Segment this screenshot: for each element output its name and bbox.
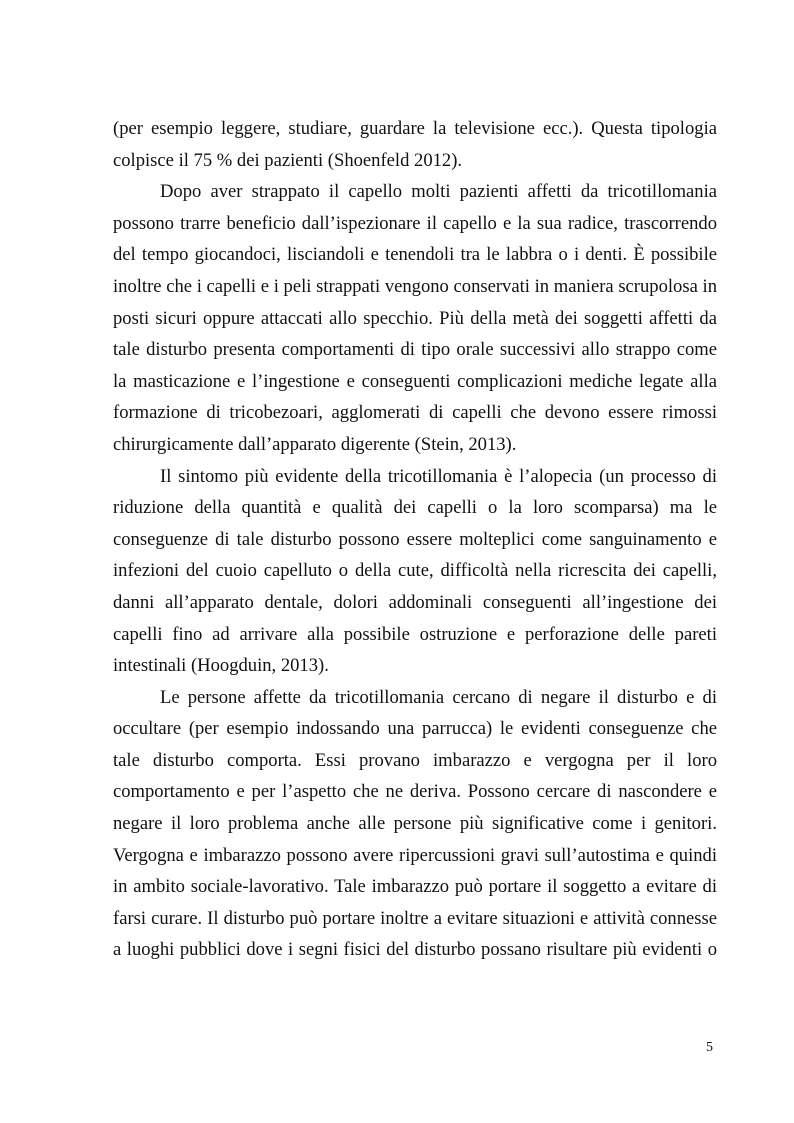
page-number: 5 [706, 1040, 713, 1055]
paragraph-hair-inspection: Dopo aver strappato il capello molti pazienti affetti da tricotillomania possono trarre beneficio dall’ispezionare il capello e la sua radice, trascorrendo del tempo giocandoci, lisciandoli e tenendoli tra le labbra o i denti. È possibile inoltre che i capelli e i peli strappati vengono conservati in maniera scrupolosa in posti sicuri oppure attaccati allo specchio. Più della metà dei soggetti affetti da tale disturbo presenta comportamenti di tipo orale successivi allo strappo come la masticazione e l’ingestione e conseguenti complicazioni mediche legate alla formazione di tricobezoari, agglomerati di capelli che devono essere rimossi chirurgicamente dall’apparato digerente (Stein, 2013). [113, 181, 717, 455]
body-text [113, 113, 717, 966]
paragraph-continuation: (per esempio leggere, studiare, guardare la televisione ecc.). Questa tipologia colpisce il 75 % dei pazienti (Shoenfeld 2012). [113, 118, 717, 171]
paragraph-shame-embarrassment: Le persone affette da tricotillomania cercano di negare il disturbo e di occultare (per esempio indossando una parrucca) le evidenti conseguenze che tale disturbo comporta. Essi provano imbarazzo e vergogna per il loro comportamento e per l’aspetto che ne deriva. Possono cercare di nascondere e negare il loro problema anche alle persone più significative come i genitori. Vergogna e imbarazzo possono avere ripercussioni gravi sull’autostima e quindi in ambito sociale-lavorativo. Tale imbarazzo può portare il soggetto a evitare di farsi curare. Il disturbo può portare inoltre a evitare situazioni e attività connesse a luoghi pubblici dove i segni fisici del disturbo possano risultare più evidenti o [113, 686, 717, 961]
paragraph-alopecia: Il sintomo più evidente della tricotillomania è l’alopecia (un processo di riduzione della quantità e qualità dei capelli o la loro scomparsa) ma le conseguenze di tale disturbo possono essere molteplici come sanguinamento e infezioni del cuoio capelluto o della cute, difficoltà nella ricrescita dei capelli, danni all’apparato dentale, dolori addominali conseguenti all’ingestione dei capelli fino ad arrivare alla possibile ostruzione e perforazione delle pareti intestinali (Hoogduin, 2013). [113, 465, 717, 677]
